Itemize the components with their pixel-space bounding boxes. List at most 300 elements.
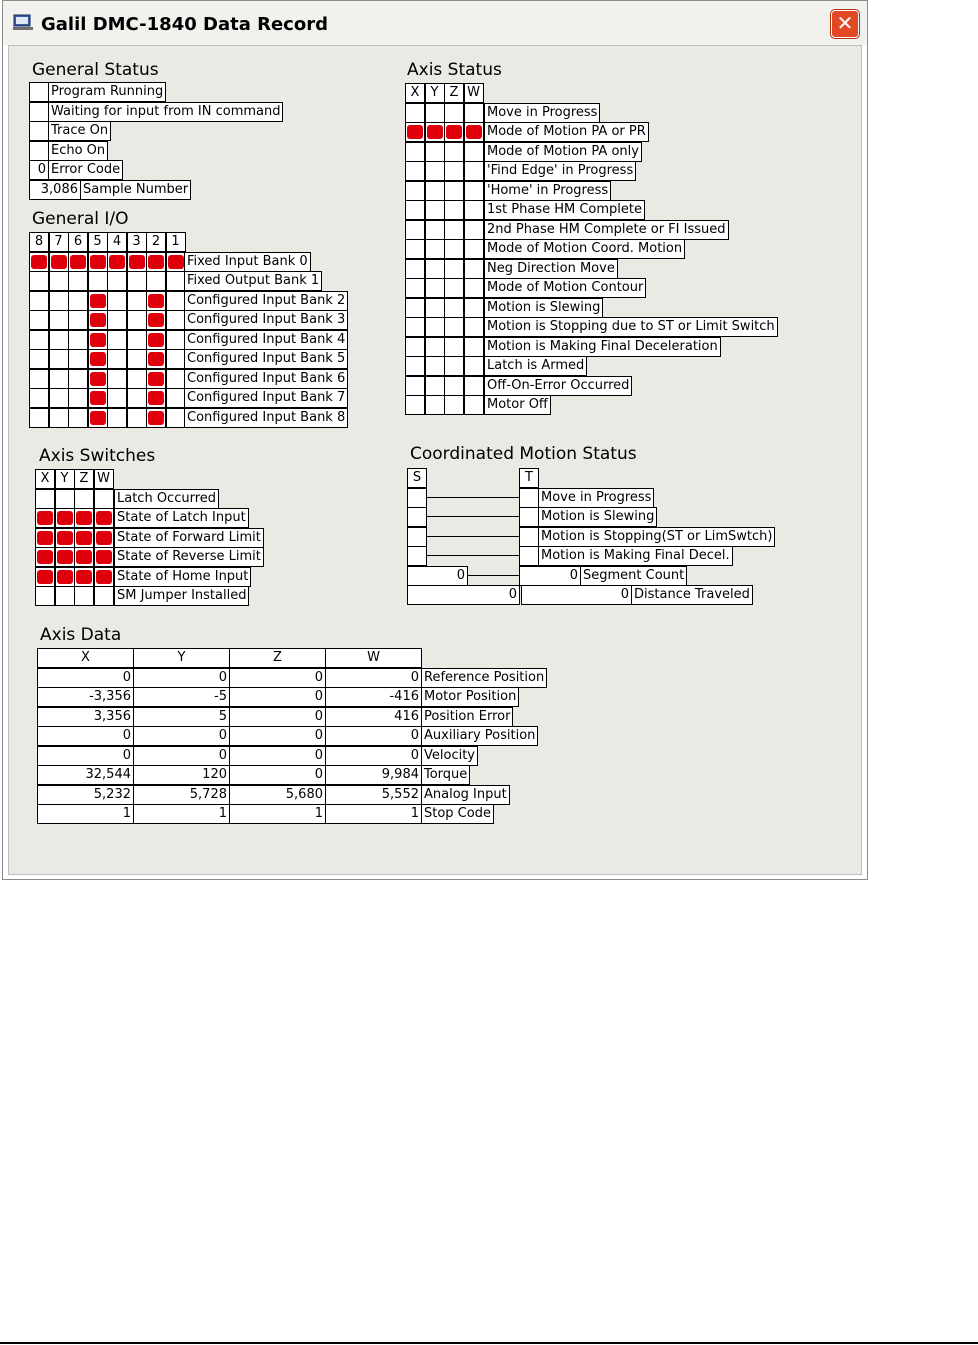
axis-status-label: Motion is Making Final Deceleration bbox=[484, 337, 721, 357]
status-label: Program Running bbox=[48, 82, 166, 102]
general-status-header: General Status bbox=[32, 60, 159, 80]
axis-status-indicator bbox=[405, 220, 425, 240]
io-bit-indicator bbox=[107, 310, 127, 330]
coord-flag-label: Motion is Slewing bbox=[538, 507, 657, 527]
axis-data-value: 120 bbox=[133, 765, 230, 785]
axis-status-indicator bbox=[405, 103, 425, 123]
axis-switch-indicator bbox=[55, 528, 75, 548]
close-icon: ✕ bbox=[836, 11, 854, 35]
axis-status-indicator bbox=[405, 181, 425, 201]
status-label: Trace On bbox=[48, 121, 111, 141]
axis-switch-column-header: Y bbox=[55, 469, 75, 489]
axis-status-indicator bbox=[425, 395, 445, 415]
axis-status-column-header: W bbox=[464, 83, 484, 103]
axis-data-value: -3,356 bbox=[37, 687, 134, 707]
axis-status-indicator bbox=[425, 122, 445, 142]
io-bit-indicator bbox=[29, 388, 49, 408]
axis-switch-indicator bbox=[74, 489, 94, 509]
io-bit-indicator bbox=[49, 252, 69, 272]
segment-count-s: 0 bbox=[407, 566, 468, 586]
status-label: Error Code bbox=[48, 160, 123, 180]
axis-status-indicator bbox=[464, 298, 484, 318]
axis-data-value: 0 bbox=[133, 726, 230, 746]
axis-status-indicator bbox=[405, 317, 425, 337]
axis-switch-label: State of Reverse Limit bbox=[114, 547, 264, 567]
axis-status-indicator bbox=[405, 239, 425, 259]
io-bit-indicator bbox=[29, 271, 49, 291]
axis-status-indicator bbox=[444, 259, 464, 279]
io-bit-indicator bbox=[88, 252, 108, 272]
axis-data-row-label: Reference Position bbox=[421, 668, 547, 688]
connector-line bbox=[427, 536, 519, 537]
axis-status-indicator bbox=[405, 200, 425, 220]
axis-status-header: Axis Status bbox=[407, 60, 502, 80]
status-value bbox=[29, 82, 49, 102]
axis-status-column-header: X bbox=[405, 83, 425, 103]
io-bit-indicator bbox=[88, 408, 108, 428]
axis-status-label: Neg Direction Move bbox=[484, 259, 618, 279]
io-bit-indicator bbox=[166, 252, 186, 272]
axis-status-indicator bbox=[464, 376, 484, 396]
status-value bbox=[29, 141, 49, 161]
io-bit-indicator bbox=[88, 369, 108, 389]
io-bit-indicator bbox=[166, 310, 186, 330]
status-label: Waiting for input from IN command bbox=[48, 102, 283, 122]
close-button[interactable] bbox=[831, 10, 859, 38]
axis-data-value: 0 bbox=[229, 668, 326, 688]
segment-count-label: Segment Count bbox=[580, 566, 687, 586]
axis-switch-label: State of Latch Input bbox=[114, 508, 249, 528]
axis-status-label: Motion is Slewing bbox=[484, 298, 603, 318]
io-bit-indicator bbox=[146, 291, 166, 311]
axis-status-label: Motor Off bbox=[484, 395, 551, 415]
axis-data-value: 5,728 bbox=[133, 785, 230, 805]
axis-status-label: Mode of Motion Contour bbox=[484, 278, 646, 298]
axis-status-indicator bbox=[405, 161, 425, 181]
axis-data-header: Axis Data bbox=[40, 625, 122, 645]
segment-count-t: 0 bbox=[519, 566, 581, 586]
io-bit-indicator bbox=[107, 369, 127, 389]
io-bit-indicator bbox=[166, 271, 186, 291]
axis-data-value: 0 bbox=[37, 726, 134, 746]
axis-switch-indicator bbox=[94, 528, 114, 548]
axis-status-indicator bbox=[425, 298, 445, 318]
axis-status-indicator bbox=[405, 278, 425, 298]
axis-status-indicator bbox=[425, 259, 445, 279]
general-io-header: General I/O bbox=[32, 209, 129, 229]
io-bit-indicator bbox=[127, 408, 147, 428]
t-column-header: T bbox=[519, 468, 539, 488]
io-bit-indicator bbox=[107, 330, 127, 350]
axis-data-column-header: Z bbox=[229, 648, 326, 668]
axis-status-indicator bbox=[464, 122, 484, 142]
io-bit-indicator bbox=[146, 349, 166, 369]
axis-data-value: 5,680 bbox=[229, 785, 326, 805]
axis-status-indicator bbox=[444, 356, 464, 376]
axis-data-value: 0 bbox=[229, 765, 326, 785]
io-bit-indicator bbox=[68, 408, 88, 428]
connector-line bbox=[427, 516, 519, 517]
status-value bbox=[29, 102, 49, 122]
axis-data-value: 0 bbox=[37, 746, 134, 766]
axis-data-value: 0 bbox=[37, 668, 134, 688]
axis-data-value: 0 bbox=[229, 687, 326, 707]
distance-traveled-t: 0 bbox=[521, 585, 632, 605]
axis-status-indicator bbox=[464, 337, 484, 357]
axis-switch-label: State of Home Input bbox=[114, 567, 251, 587]
axis-status-indicator bbox=[464, 161, 484, 181]
io-bit-indicator bbox=[146, 271, 166, 291]
distance-traveled-s: 0 bbox=[407, 585, 520, 605]
io-bit-indicator bbox=[166, 349, 186, 369]
io-bank-label: Configured Input Bank 6 bbox=[184, 369, 348, 389]
axis-status-indicator bbox=[444, 298, 464, 318]
status-value: 3,086 bbox=[29, 180, 81, 200]
axis-data-column-header: Y bbox=[133, 648, 230, 668]
axis-switch-indicator bbox=[55, 508, 75, 528]
io-bank-label: Configured Input Bank 7 bbox=[184, 388, 348, 408]
axis-switch-indicator bbox=[55, 567, 75, 587]
axis-data-value: -5 bbox=[133, 687, 230, 707]
io-bit-indicator bbox=[29, 252, 49, 272]
axis-status-indicator bbox=[425, 239, 445, 259]
io-bit-indicator bbox=[49, 271, 69, 291]
io-bit-indicator bbox=[68, 310, 88, 330]
axis-switch-indicator bbox=[74, 567, 94, 587]
axis-data-value: 1 bbox=[37, 804, 134, 824]
io-bank-label: Fixed Input Bank 0 bbox=[184, 252, 311, 272]
axis-status-label: 1st Phase HM Complete bbox=[484, 200, 645, 220]
io-bit-indicator bbox=[146, 310, 166, 330]
coord-s-indicator bbox=[407, 507, 427, 527]
app-window-icon bbox=[13, 14, 33, 31]
axis-switch-indicator bbox=[35, 528, 55, 548]
io-column-header: 1 bbox=[166, 232, 186, 252]
io-column-header: 6 bbox=[68, 232, 88, 252]
io-bit-indicator bbox=[68, 252, 88, 272]
axis-status-indicator bbox=[464, 278, 484, 298]
io-bit-indicator bbox=[68, 349, 88, 369]
axis-data-row-label: Motor Position bbox=[421, 687, 519, 707]
axis-data-value: 416 bbox=[325, 707, 422, 727]
axis-data-value: 9,984 bbox=[325, 765, 422, 785]
coord-t-indicator bbox=[519, 488, 539, 508]
axis-switch-label: Latch Occurred bbox=[114, 489, 219, 509]
axis-status-indicator bbox=[444, 142, 464, 162]
axis-data-value: 0 bbox=[325, 668, 422, 688]
io-bit-indicator bbox=[127, 330, 147, 350]
io-column-header: 3 bbox=[127, 232, 147, 252]
io-bank-label: Configured Input Bank 3 bbox=[184, 310, 348, 330]
axis-data-value: 1 bbox=[325, 804, 422, 824]
io-bit-indicator bbox=[107, 408, 127, 428]
coord-s-indicator bbox=[407, 546, 427, 566]
io-bit-indicator bbox=[68, 330, 88, 350]
io-bit-indicator bbox=[49, 330, 69, 350]
axis-status-indicator bbox=[405, 142, 425, 162]
io-bit-indicator bbox=[49, 349, 69, 369]
coord-t-indicator bbox=[519, 546, 539, 566]
axis-status-column-header: Z bbox=[444, 83, 464, 103]
io-bit-indicator bbox=[68, 291, 88, 311]
io-bit-indicator bbox=[127, 310, 147, 330]
io-bank-label: Configured Input Bank 2 bbox=[184, 291, 348, 311]
axis-status-indicator bbox=[425, 376, 445, 396]
axis-switch-indicator bbox=[55, 547, 75, 567]
io-bit-indicator bbox=[146, 408, 166, 428]
io-column-header: 4 bbox=[107, 232, 127, 252]
axis-status-indicator bbox=[464, 239, 484, 259]
axis-switch-label: SM Jumper Installed bbox=[114, 586, 249, 606]
axis-status-label: Move in Progress bbox=[484, 103, 600, 123]
connector-line bbox=[427, 497, 519, 498]
io-bit-indicator bbox=[29, 310, 49, 330]
axis-status-indicator bbox=[464, 103, 484, 123]
axis-status-indicator bbox=[464, 220, 484, 240]
io-column-header: 5 bbox=[88, 232, 108, 252]
axis-switch-indicator bbox=[74, 528, 94, 548]
distance-traveled-label: Distance Traveled bbox=[631, 585, 753, 605]
io-bit-indicator bbox=[107, 252, 127, 272]
io-column-header: 8 bbox=[29, 232, 49, 252]
axis-status-column-header: Y bbox=[425, 83, 445, 103]
axis-data-value: 0 bbox=[325, 746, 422, 766]
io-bit-indicator bbox=[146, 330, 166, 350]
axis-data-row-label: Auxiliary Position bbox=[421, 726, 538, 746]
axis-switch-indicator bbox=[35, 567, 55, 587]
axis-switches-header: Axis Switches bbox=[39, 446, 156, 466]
io-bit-indicator bbox=[29, 291, 49, 311]
axis-data-value: 32,544 bbox=[37, 765, 134, 785]
io-bit-indicator bbox=[166, 369, 186, 389]
io-bit-indicator bbox=[88, 310, 108, 330]
coord-t-indicator bbox=[519, 527, 539, 547]
s-column-header: S bbox=[407, 468, 427, 488]
axis-switch-indicator bbox=[35, 508, 55, 528]
io-bit-indicator bbox=[88, 330, 108, 350]
axis-data-value: 3,356 bbox=[37, 707, 134, 727]
coord-s-indicator bbox=[407, 488, 427, 508]
io-bit-indicator bbox=[29, 330, 49, 350]
axis-switch-indicator bbox=[74, 508, 94, 528]
page-bottom-rule bbox=[0, 1342, 978, 1344]
axis-status-indicator bbox=[425, 337, 445, 357]
io-bit-indicator bbox=[146, 252, 166, 272]
axis-status-indicator bbox=[444, 317, 464, 337]
axis-status-label: Mode of Motion Coord. Motion bbox=[484, 239, 685, 259]
io-bit-indicator bbox=[49, 310, 69, 330]
io-bit-indicator bbox=[107, 271, 127, 291]
client-area bbox=[8, 45, 862, 875]
axis-status-indicator bbox=[425, 142, 445, 162]
status-label: Echo On bbox=[48, 141, 108, 161]
axis-status-indicator bbox=[425, 317, 445, 337]
axis-status-indicator bbox=[444, 278, 464, 298]
axis-switch-indicator bbox=[55, 586, 75, 606]
io-bit-indicator bbox=[107, 349, 127, 369]
io-bit-indicator bbox=[166, 408, 186, 428]
axis-data-row-label: Velocity bbox=[421, 746, 478, 766]
axis-data-value: 1 bbox=[229, 804, 326, 824]
io-bit-indicator bbox=[49, 291, 69, 311]
axis-switch-column-header: X bbox=[35, 469, 55, 489]
axis-data-value: 0 bbox=[325, 726, 422, 746]
axis-status-indicator bbox=[444, 200, 464, 220]
axis-status-indicator bbox=[425, 181, 445, 201]
axis-status-indicator bbox=[425, 161, 445, 181]
axis-data-value: 5,552 bbox=[325, 785, 422, 805]
io-bank-label: Configured Input Bank 5 bbox=[184, 349, 348, 369]
io-bit-indicator bbox=[166, 330, 186, 350]
axis-data-value: 0 bbox=[133, 668, 230, 688]
axis-data-value: 0 bbox=[229, 707, 326, 727]
coord-t-indicator bbox=[519, 507, 539, 527]
coord-s-indicator bbox=[407, 527, 427, 547]
window-title: Galil DMC-1840 Data Record bbox=[41, 14, 328, 35]
coord-flag-label: Move in Progress bbox=[538, 488, 654, 508]
io-bit-indicator bbox=[127, 349, 147, 369]
axis-status-indicator bbox=[444, 376, 464, 396]
axis-status-label: 2nd Phase HM Complete or FI Issued bbox=[484, 220, 729, 240]
axis-status-indicator bbox=[405, 356, 425, 376]
axis-status-label: Motion is Stopping due to ST or Limit Switch bbox=[484, 317, 778, 337]
axis-status-indicator bbox=[405, 337, 425, 357]
io-bit-indicator bbox=[107, 291, 127, 311]
coord-flag-label: Motion is Making Final Decel. bbox=[538, 546, 733, 566]
io-column-header: 7 bbox=[49, 232, 69, 252]
io-bit-indicator bbox=[127, 252, 147, 272]
axis-switch-indicator bbox=[35, 489, 55, 509]
axis-data-value: 0 bbox=[229, 726, 326, 746]
axis-data-value: 1 bbox=[133, 804, 230, 824]
io-bit-indicator bbox=[49, 408, 69, 428]
axis-status-indicator bbox=[425, 200, 445, 220]
axis-status-label: 'Find Edge' in Progress bbox=[484, 161, 636, 181]
axis-switch-indicator bbox=[94, 547, 114, 567]
axis-status-indicator bbox=[405, 298, 425, 318]
axis-switch-indicator bbox=[94, 508, 114, 528]
axis-status-indicator bbox=[444, 103, 464, 123]
axis-status-indicator bbox=[425, 356, 445, 376]
io-bit-indicator bbox=[68, 271, 88, 291]
axis-data-row-label: Analog Input bbox=[421, 785, 510, 805]
axis-data-row-label: Stop Code bbox=[421, 804, 494, 824]
io-bank-label: Configured Input Bank 4 bbox=[184, 330, 348, 350]
axis-data-row-label: Position Error bbox=[421, 707, 513, 727]
io-bit-indicator bbox=[127, 291, 147, 311]
axis-status-label: Latch is Armed bbox=[484, 356, 587, 376]
io-bit-indicator bbox=[127, 388, 147, 408]
axis-status-label: Mode of Motion PA or PR bbox=[484, 122, 649, 142]
io-bit-indicator bbox=[88, 388, 108, 408]
axis-status-indicator bbox=[464, 200, 484, 220]
axis-status-indicator bbox=[425, 278, 445, 298]
io-bank-label: Fixed Output Bank 1 bbox=[184, 271, 322, 291]
axis-switch-indicator bbox=[94, 489, 114, 509]
axis-status-indicator bbox=[464, 356, 484, 376]
axis-status-indicator bbox=[444, 239, 464, 259]
axis-status-indicator bbox=[464, 317, 484, 337]
axis-status-indicator bbox=[464, 395, 484, 415]
axis-switch-indicator bbox=[74, 586, 94, 606]
axis-status-indicator bbox=[405, 376, 425, 396]
axis-status-label: Mode of Motion PA only bbox=[484, 142, 642, 162]
axis-status-indicator bbox=[444, 395, 464, 415]
io-bit-indicator bbox=[146, 388, 166, 408]
io-bit-indicator bbox=[166, 388, 186, 408]
io-bit-indicator bbox=[29, 349, 49, 369]
axis-status-indicator bbox=[464, 181, 484, 201]
status-value: 0 bbox=[29, 160, 49, 180]
io-bit-indicator bbox=[88, 291, 108, 311]
io-bit-indicator bbox=[127, 271, 147, 291]
io-bit-indicator bbox=[68, 388, 88, 408]
axis-status-indicator bbox=[444, 122, 464, 142]
title-bar[interactable] bbox=[3, 1, 867, 45]
axis-data-value: 0 bbox=[229, 746, 326, 766]
io-bit-indicator bbox=[29, 408, 49, 428]
connector-line bbox=[427, 555, 519, 556]
axis-status-label: 'Home' in Progress bbox=[484, 181, 611, 201]
axis-data-value: -416 bbox=[325, 687, 422, 707]
status-value bbox=[29, 121, 49, 141]
io-bit-indicator bbox=[49, 369, 69, 389]
io-bit-indicator bbox=[88, 271, 108, 291]
io-bit-indicator bbox=[29, 369, 49, 389]
connector-line bbox=[468, 575, 519, 576]
axis-status-indicator bbox=[425, 103, 445, 123]
axis-status-label: Off-On-Error Occurred bbox=[484, 376, 632, 396]
axis-switch-indicator bbox=[55, 489, 75, 509]
io-bit-indicator bbox=[68, 369, 88, 389]
axis-status-indicator bbox=[444, 161, 464, 181]
axis-status-indicator bbox=[464, 142, 484, 162]
axis-status-indicator bbox=[444, 337, 464, 357]
axis-switch-column-header: W bbox=[94, 469, 114, 489]
axis-data-value: 5,232 bbox=[37, 785, 134, 805]
axis-status-indicator bbox=[444, 220, 464, 240]
axis-switch-label: State of Forward Limit bbox=[114, 528, 264, 548]
axis-status-indicator bbox=[405, 259, 425, 279]
axis-switch-indicator bbox=[74, 547, 94, 567]
io-bit-indicator bbox=[166, 291, 186, 311]
io-bank-label: Configured Input Bank 8 bbox=[184, 408, 348, 428]
io-bit-indicator bbox=[49, 388, 69, 408]
data-record-window bbox=[2, 0, 868, 880]
axis-status-indicator bbox=[405, 122, 425, 142]
io-column-header: 2 bbox=[146, 232, 166, 252]
axis-switch-column-header: Z bbox=[74, 469, 94, 489]
axis-switch-indicator bbox=[35, 586, 55, 606]
axis-data-row-label: Torque bbox=[421, 765, 470, 785]
axis-data-value: 0 bbox=[133, 746, 230, 766]
io-bit-indicator bbox=[107, 388, 127, 408]
io-bit-indicator bbox=[146, 369, 166, 389]
coord-motion-header: Coordinated Motion Status bbox=[410, 444, 637, 464]
axis-status-indicator bbox=[425, 220, 445, 240]
status-label: Sample Number bbox=[80, 180, 191, 200]
axis-data-column-header: W bbox=[325, 648, 422, 668]
axis-status-indicator bbox=[444, 181, 464, 201]
io-bit-indicator bbox=[88, 349, 108, 369]
coord-flag-label: Motion is Stopping(ST or LimSwtch) bbox=[538, 527, 775, 547]
axis-switch-indicator bbox=[35, 547, 55, 567]
axis-status-indicator bbox=[405, 395, 425, 415]
axis-data-value: 5 bbox=[133, 707, 230, 727]
axis-switch-indicator bbox=[94, 586, 114, 606]
axis-status-indicator bbox=[464, 259, 484, 279]
axis-data-column-header: X bbox=[37, 648, 134, 668]
